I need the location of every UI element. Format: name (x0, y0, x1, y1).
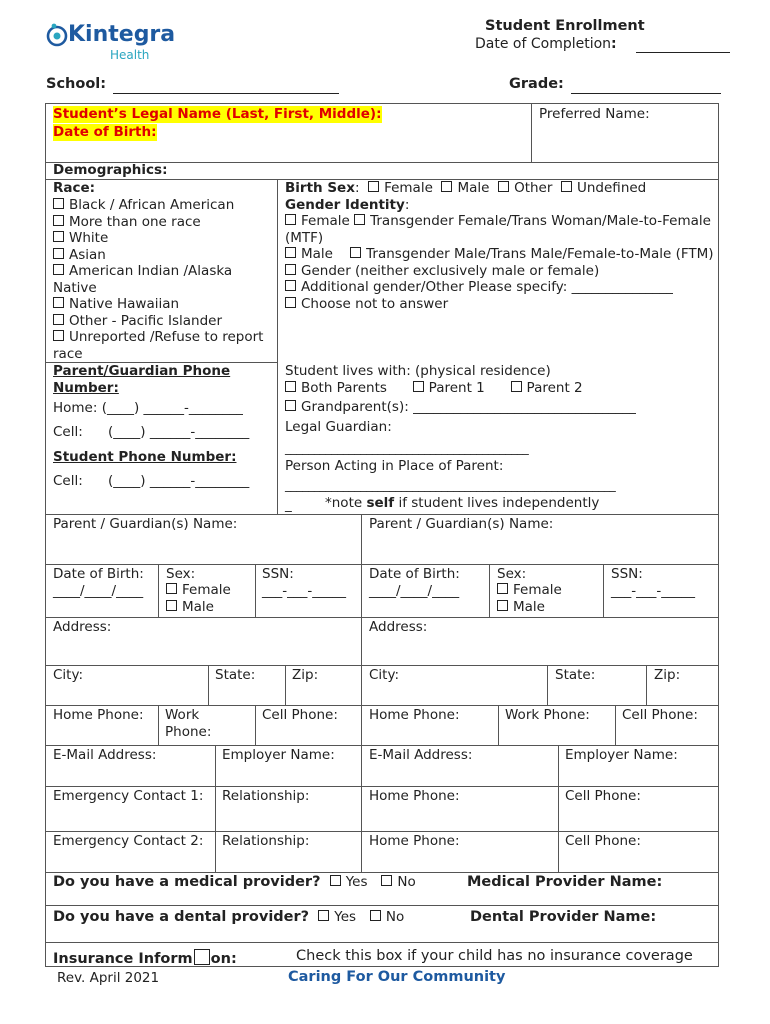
race-option-pacific-islander[interactable] (53, 313, 275, 330)
emergency-contact-1-field[interactable]: Emergency Contact 1: (53, 788, 204, 804)
race-option-label: Asian (69, 246, 106, 263)
emergency-1-home-phone-field[interactable]: Home Phone: (369, 788, 460, 804)
gender-option-no-answer[interactable] (285, 296, 715, 313)
guardian-2-email-field[interactable]: E-Mail Address: (369, 747, 473, 763)
completion-label-text: Date of Completion (475, 36, 612, 52)
grid-v-line (498, 705, 499, 745)
checkbox-icon (285, 297, 296, 308)
guardian-home-phone-field[interactable]: Home: (____) ______-________ (53, 400, 243, 416)
checkbox-icon (285, 381, 296, 392)
gender-option-label: Additional gender/Other Please specify: _______________ (301, 279, 673, 295)
footer-tagline: Caring For Our Community (288, 969, 506, 985)
grid-h-line (45, 786, 719, 787)
race-option-label: Unreported /Refuse to report race (53, 329, 264, 362)
providers-rule (45, 905, 719, 906)
checkbox-icon (497, 583, 508, 594)
birth-sex-label: Birth Sex (285, 180, 355, 196)
logo-name: Kintegra (68, 22, 176, 47)
legal-guardian-field[interactable]: __________________________________________ (285, 441, 529, 455)
checkbox-icon (53, 231, 64, 242)
checkbox-icon (354, 214, 365, 225)
grid-v-line (558, 745, 559, 873)
student-dob-label: Date of Birth: (53, 124, 157, 140)
race-option-american-indian[interactable] (53, 263, 275, 296)
logo (46, 20, 176, 64)
gender-option-male[interactable] (285, 246, 333, 262)
logo-subtitle: Health (110, 48, 150, 62)
preferred-name-label: Preferred Name: (539, 106, 650, 122)
guardian-1-sex-male[interactable] (166, 599, 214, 616)
guardian-2-zip-field[interactable]: Zip: (654, 667, 681, 683)
gender-option-label: Transgender Male/Trans Male/Female-to-Male (FTM) (366, 246, 714, 262)
birth-sex-option-label: Female (384, 180, 433, 196)
guardian-cell-label: Cell: (53, 424, 83, 440)
dental-provider-no[interactable] (370, 909, 404, 925)
grid-v-line (615, 705, 616, 745)
checkbox-icon (413, 381, 424, 392)
guardian-2-ssn-field[interactable]: ___-___-_____ (611, 583, 695, 599)
gender-option-other[interactable] (285, 279, 715, 296)
revision-date: Rev. April 2021 (57, 970, 160, 986)
birth-sex-female[interactable] (368, 180, 433, 196)
guardian-1-employer-field[interactable]: Employer Name: (222, 747, 335, 763)
guardian-1-address-field[interactable]: Address: (53, 619, 112, 635)
gender-option-trans-male[interactable] (350, 246, 713, 262)
checkbox-icon (53, 248, 64, 259)
preferred-name-divider (531, 103, 532, 163)
race-options (53, 197, 275, 362)
guardian-1-ssn-field[interactable]: ___-___-_____ (262, 583, 346, 599)
checkbox-icon (285, 280, 296, 291)
emergency-2-relationship-field[interactable]: Relationship: (222, 833, 310, 849)
note-self: self (366, 495, 395, 511)
gender-option-label: Gender (neither exclusively male or female) (301, 262, 600, 279)
grid-h-line (45, 705, 719, 706)
note-suffix: if student lives independently (394, 495, 600, 511)
guardian-2-sex-male[interactable] (497, 599, 545, 616)
note-blank: _ (285, 497, 292, 513)
guardian-1-zip-field[interactable]: Zip: (292, 667, 319, 683)
insurance-label-part1: Insurance Inform (53, 951, 193, 967)
guardian-1-email-field[interactable]: E-Mail Address: (53, 747, 157, 763)
gender-option-female-mtf-row (285, 213, 715, 246)
grid-h-line (45, 665, 719, 666)
dental-provider-name-field[interactable]: Dental Provider Name: (470, 909, 657, 925)
note-prefix: *note (325, 495, 367, 511)
checkbox-icon (53, 198, 64, 209)
birth-sex-option-label: Undefined (577, 180, 647, 196)
grid-v-line (603, 564, 604, 617)
acting-parent-field[interactable]: _________________________________________________________ (285, 478, 616, 492)
insurance-label (53, 949, 237, 968)
guardian-1-cell-phone-field[interactable]: Cell Phone: (262, 707, 338, 723)
student-cell-phone-field[interactable]: (____) ______-________ (108, 473, 250, 489)
lives-with-both-parents[interactable] (285, 380, 387, 396)
dental-provider-yes[interactable] (318, 909, 356, 925)
checkbox-icon (441, 181, 452, 192)
lives-with-option-label: Parent 1 (428, 380, 485, 396)
completion-date-field[interactable] (636, 37, 730, 53)
gender-option-label: Choose not to answer (301, 295, 449, 312)
student-cell-label: Cell: (53, 473, 83, 489)
gender-options (285, 213, 715, 312)
student-phone-label: Student Phone Number: (53, 449, 237, 465)
sex-option-label: Male (513, 599, 545, 615)
race-option-unreported[interactable] (53, 329, 275, 362)
gender-identity-label-text: Gender Identity (285, 197, 405, 213)
emergency-2-home-phone-field[interactable]: Home Phone: (369, 833, 460, 849)
completion-label (475, 36, 617, 53)
checkbox-icon (285, 247, 296, 258)
race-option-asian[interactable] (53, 247, 275, 264)
gender-option-female[interactable] (285, 213, 350, 229)
demographics-mid-divider (277, 179, 278, 515)
race-option-native-hawaiian[interactable] (53, 296, 275, 313)
emergency-1-cell-phone-field[interactable]: Cell Phone: (565, 788, 641, 804)
race-option-label: American Indian /Alaska Native (53, 263, 233, 296)
checkbox-icon (285, 400, 296, 411)
checkbox-icon (166, 583, 177, 594)
no-label: No (385, 909, 405, 925)
lives-with-parent-2[interactable] (511, 380, 583, 396)
race-option-black[interactable] (53, 197, 275, 214)
kintegra-logo-icon (46, 23, 68, 47)
checkbox-icon (53, 330, 64, 341)
guardian-2-sex-female[interactable] (497, 582, 562, 599)
grid-v-line (285, 665, 286, 705)
guardian-1-dob-field[interactable]: ____/____/____ (53, 583, 144, 599)
birth-sex-option-label: Male (457, 180, 490, 196)
grid-v-line (489, 564, 490, 617)
checkbox-icon (370, 910, 381, 921)
guardian-2-dob-field[interactable]: ____/____/____ (369, 583, 460, 599)
guardian-1-state-field[interactable]: State: (215, 667, 256, 683)
checkbox-icon (381, 875, 392, 886)
legal-name-label: Student’s Legal Name (Last, First, Middle): (53, 106, 382, 122)
checkbox-icon (318, 910, 329, 921)
checkbox-icon (498, 181, 509, 192)
demographics-title: Demographics: (53, 162, 168, 178)
dental-provider-question: Do you have a dental provider? (53, 909, 310, 925)
gender-option-male-ftm-row (285, 246, 715, 263)
checkbox-icon (330, 875, 341, 886)
gender-option-nonbinary[interactable] (285, 263, 715, 280)
checkbox-icon (497, 600, 508, 611)
medical-provider-yes[interactable] (330, 874, 368, 890)
emergency-2-cell-phone-field[interactable]: Cell Phone: (565, 833, 641, 849)
emergency-contact-2-field[interactable]: Emergency Contact 2: (53, 833, 204, 849)
guardian-2-cell-phone-field[interactable]: Cell Phone: (622, 707, 698, 723)
guardian-2-name-field[interactable]: Parent / Guardian(s) Name: (369, 516, 554, 532)
gender-identity-label: Gender Identity: (285, 197, 410, 213)
checkbox-icon (285, 214, 296, 225)
checkbox-icon (368, 181, 379, 192)
sex-option-label: Male (182, 599, 214, 615)
race-option-label: Black / African American (69, 197, 235, 213)
guardian-1-work-phone-field[interactable]: Work Phone: (165, 707, 212, 740)
acting-parent-label: Person Acting in Place of Parent: (285, 458, 504, 474)
grid-v-line (547, 665, 548, 705)
race-option-label: Native Hawaiian (69, 296, 180, 312)
guardian-1-sex-label: Sex: (166, 566, 196, 582)
checkbox-icon (285, 264, 296, 275)
school-field[interactable] (113, 77, 339, 94)
birth-sex-male[interactable] (441, 180, 489, 196)
grid-v-line (215, 745, 216, 873)
grid-v-line (255, 705, 256, 745)
birth-sex-row: Birth Sex: Female Male Other Undefined (285, 180, 647, 196)
grid-v-line (255, 564, 256, 617)
race-option-white[interactable] (53, 230, 275, 247)
lives-with-option-label: Parent 2 (526, 380, 583, 396)
grid-h-line (45, 745, 719, 746)
guardian-1-city-field[interactable]: City: (53, 667, 84, 683)
legal-guardian-label: Legal Guardian: (285, 419, 392, 435)
guardian-1-dob-label: Date of Birth: (53, 566, 144, 582)
race-option-label: White (69, 230, 109, 246)
checkbox-icon (53, 297, 64, 308)
guardian-2-city-field[interactable]: City: (369, 667, 400, 683)
grade-label: Grade: (509, 76, 564, 92)
guardian-2-state-field[interactable]: State: (555, 667, 596, 683)
yes-label: Yes (345, 874, 368, 890)
grid-v-line (646, 665, 647, 705)
dental-provider-row (53, 909, 404, 926)
birth-sex-option-label: Other (514, 180, 553, 196)
checkbox-icon (350, 247, 361, 258)
form-title: Student Enrollment (485, 18, 645, 34)
checkbox-icon (53, 314, 64, 325)
birth-sex-other[interactable] (498, 180, 552, 196)
grid-h-line (45, 564, 719, 565)
gender-option-label: Transgender Female/Trans Woman/Male-to-Female (MTF) (285, 213, 711, 246)
race-option-multiracial[interactable] (53, 214, 275, 231)
completion-colon: : (611, 36, 617, 52)
independent-note (325, 495, 599, 512)
guardian-1-home-phone-field[interactable]: Home Phone: (53, 707, 144, 723)
race-option-label: More than one race (69, 213, 201, 230)
providers-rule (45, 942, 719, 943)
lives-with-label: Student lives with: (physical residence) (285, 363, 551, 379)
lives-with-parent-1[interactable] (413, 380, 485, 396)
guardian-1-ssn-label: SSN: (262, 566, 294, 582)
guardian-2-employer-field[interactable]: Employer Name: (565, 747, 678, 763)
checkbox-icon (561, 181, 572, 192)
guardian-2-dob-label: Date of Birth: (369, 566, 460, 582)
checkbox-icon (166, 600, 177, 611)
school-label: School: (46, 76, 107, 92)
gender-option-label: Male (301, 246, 333, 262)
lives-with-options (285, 380, 583, 397)
grid-v-line (158, 705, 159, 745)
race-option-label: Other - Pacific Islander (69, 312, 223, 329)
guardian-1-sex-female[interactable] (166, 582, 231, 599)
guardian-2-home-phone-field[interactable]: Home Phone: (369, 707, 460, 723)
lives-with-grandparents[interactable] (285, 399, 636, 416)
yes-label: Yes (334, 909, 357, 925)
grid-center-divider (361, 514, 362, 873)
emergency-1-relationship-field[interactable]: Relationship: (222, 788, 310, 804)
checkbox-icon (53, 264, 64, 275)
guardian-cell-phone-field[interactable]: (____) ______-________ (108, 424, 250, 440)
no-label: No (397, 874, 416, 890)
no-insurance-checkbox[interactable] (194, 949, 210, 965)
sex-option-label: Female (182, 582, 231, 598)
guardian-1-name-field[interactable]: Parent / Guardian(s) Name: (53, 516, 238, 532)
checkbox-icon (511, 381, 522, 392)
insurance-label-part2: on: (210, 951, 237, 967)
guardian-2-address-field[interactable]: Address: (369, 619, 428, 635)
grid-v-line (208, 665, 209, 705)
gender-option-label: Female (301, 213, 350, 229)
grid-h-line (45, 617, 719, 618)
medical-provider-question: Do you have a medical provider? (53, 874, 321, 890)
guardian-2-sex-label: Sex: (497, 566, 527, 582)
checkbox-icon (53, 215, 64, 226)
lives-with-option-label: Both Parents (301, 380, 387, 396)
grid-v-line (158, 564, 159, 617)
medical-provider-no[interactable] (381, 874, 415, 890)
no-insurance-text: Check this box if your child has no insurance coverage (296, 948, 693, 964)
guardian-phone-label: Parent/Guardian Phone Number: (53, 363, 231, 396)
medical-provider-name-field[interactable]: Medical Provider Name: (467, 874, 663, 890)
guardian-2-ssn-label: SSN: (611, 566, 643, 582)
grid-h-line (45, 831, 719, 832)
guardian-2-work-phone-field[interactable]: Work Phone: (505, 707, 590, 723)
sex-option-label: Female (513, 582, 562, 598)
birth-sex-undefined[interactable] (561, 180, 646, 196)
grandparent-line: Grandparent(s): _________________________________ (301, 399, 636, 415)
medical-provider-row (53, 874, 416, 891)
race-label: Race: (53, 180, 96, 196)
grade-field[interactable] (571, 77, 721, 94)
